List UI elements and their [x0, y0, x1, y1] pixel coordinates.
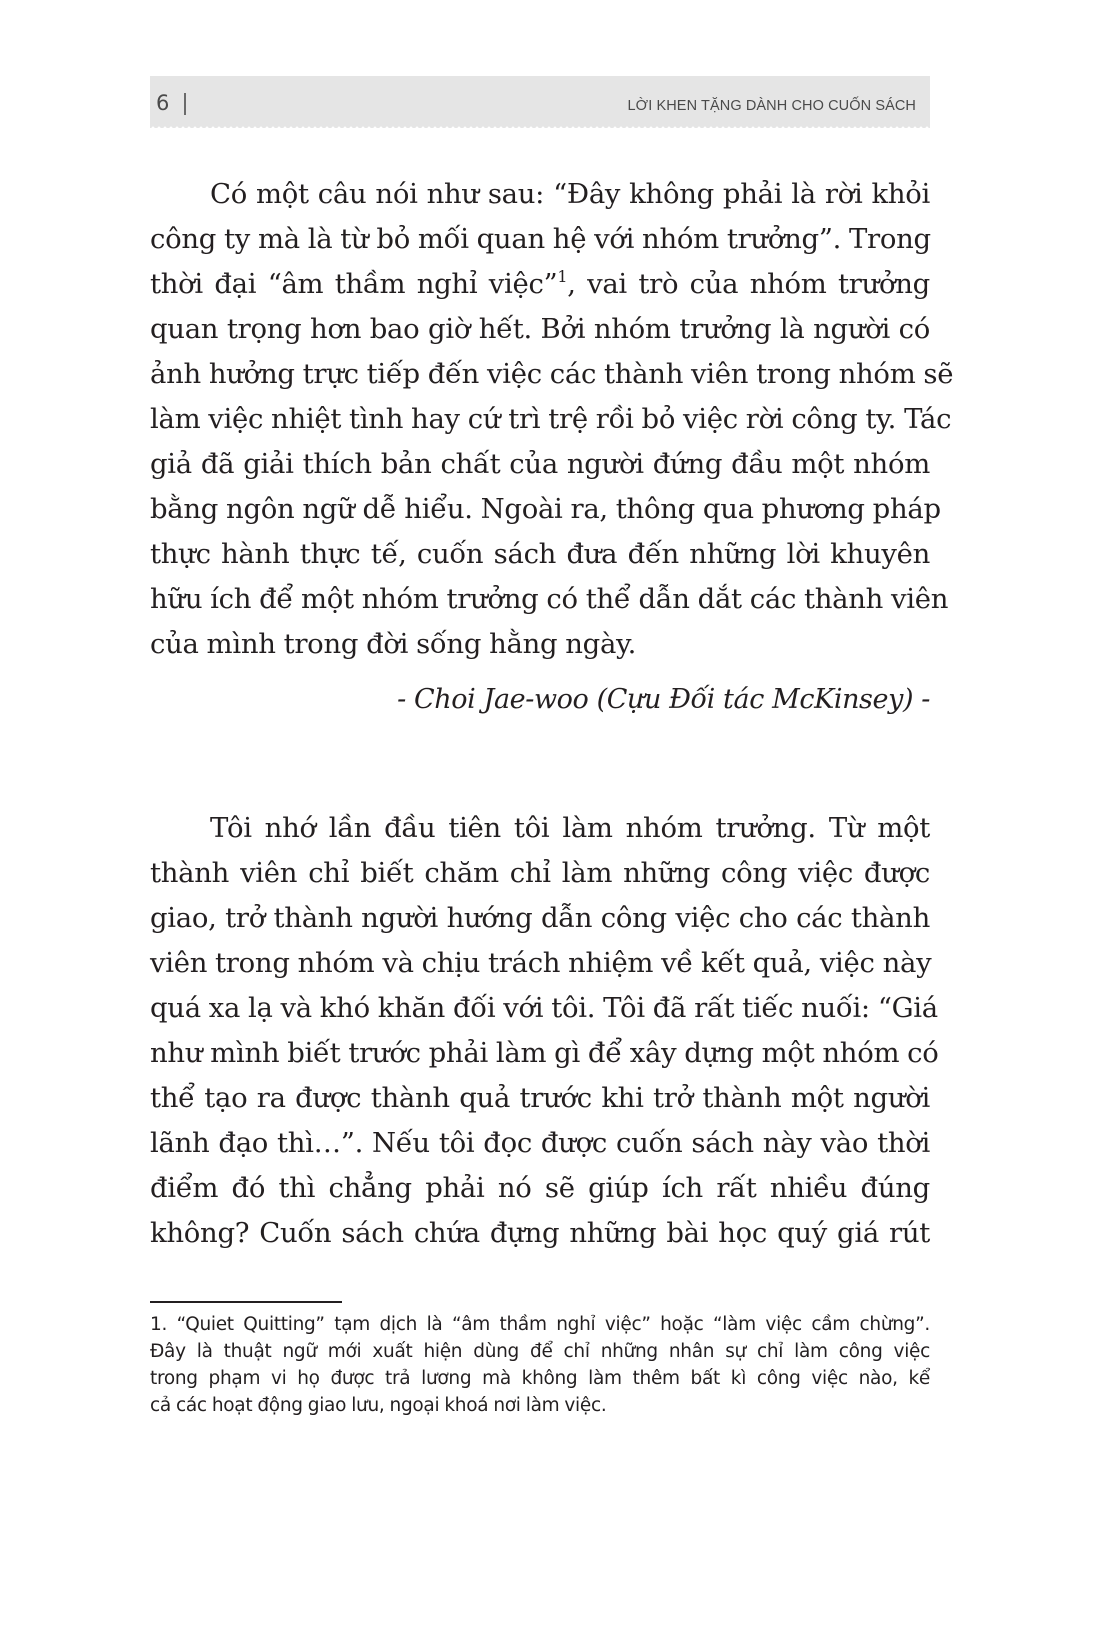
- header-divider: [184, 93, 186, 115]
- text-line: bằng ngôn ngữ dễ hiểu. Ngoài ra, thông qua phương pháp: [150, 493, 941, 525]
- text-line: hữu ích để một nhóm trưởng có thể dẫn dắt các thành viên: [150, 583, 949, 615]
- text-line: của mình trong đời sống hằng ngày.: [150, 628, 637, 660]
- footnote-line: cả các hoạt động giao lưu, ngoại khoá nơi làm việc.: [150, 1395, 607, 1416]
- text-line: không? Cuốn sách chứa đựng những bài học quý giá rút: [150, 1217, 930, 1249]
- footnote-reference[interactable]: 1: [557, 267, 568, 286]
- text-line: như mình biết trước phải làm gì để xây dựng một nhóm có: [150, 1037, 939, 1069]
- text-fragment: thời đại “âm thầm nghỉ việc”: [150, 268, 558, 300]
- praise-attribution: - Choi Jae-woo (Cựu Đối tác McKinsey) -: [397, 684, 930, 715]
- praise-paragraph-1: [150, 172, 954, 667]
- text-line: thể tạo ra được thành quả trước khi trở thành một người: [150, 1082, 930, 1114]
- text-line: thành viên chỉ biết chăm chỉ làm những công việc được: [150, 857, 930, 889]
- page-number: 6: [156, 91, 170, 115]
- text-line: giao, trở thành người hướng dẫn công việc cho các thành: [150, 902, 930, 934]
- footnote-separator: [150, 1301, 342, 1303]
- running-header: [150, 76, 930, 128]
- text-fragment: , vai trò của nhóm trưởng: [567, 268, 930, 300]
- footnote-line: 1. “Quiet Quitting” tạm dịch là “âm thầm nghỉ việc” hoặc “làm việc cầm chừng”.: [150, 1314, 930, 1335]
- text-line: điểm đó thì chẳng phải nó sẽ giúp ích rất nhiều đúng: [150, 1172, 930, 1204]
- text-line-with-footnote: [150, 262, 930, 307]
- praise-paragraph-2: [150, 806, 939, 1256]
- footnote: [150, 1311, 930, 1419]
- text-line: lãnh đạo thì…”. Nếu tôi đọc được cuốn sách này vào thời: [150, 1127, 930, 1159]
- footnote-line: Đây là thuật ngữ mới xuất hiện dùng để chỉ những nhân sự chỉ làm công việc: [150, 1341, 930, 1362]
- text-line: công ty mà là từ bỏ mối quan hệ với nhóm trưởng”. Trong: [150, 223, 931, 255]
- footnote-line: trong phạm vi họ được trả lương mà không làm thêm bất kì công việc nào, kể: [150, 1368, 930, 1389]
- text-line: ảnh hưởng trực tiếp đến việc các thành viên trong nhóm sẽ: [150, 358, 954, 390]
- text-line: thực hành thực tế, cuốn sách đưa đến những lời khuyên: [150, 538, 930, 570]
- text-line: làm việc nhiệt tình hay cứ trì trệ rồi bỏ việc rời công ty. Tác: [150, 403, 952, 435]
- text-line: Có một câu nói như sau: “Đây không phải là rời khỏi: [210, 178, 930, 210]
- running-title: LỜI KHEN TẶNG DÀNH CHO CUỐN SÁCH: [627, 98, 916, 114]
- text-line: Tôi nhớ lần đầu tiên tôi làm nhóm trưởng. Từ một: [210, 812, 930, 844]
- text-line: quan trọng hơn bao giờ hết. Bởi nhóm trưởng là người có: [150, 313, 930, 345]
- text-line: quá xa lạ và khó khăn đối với tôi. Tôi đã rất tiếc nuối: “Giá: [150, 992, 938, 1024]
- text-line: viên trong nhóm và chịu trách nhiệm về kết quả, việc này: [150, 947, 932, 979]
- text-line: giả đã giải thích bản chất của người đứng đầu một nhóm: [150, 448, 930, 480]
